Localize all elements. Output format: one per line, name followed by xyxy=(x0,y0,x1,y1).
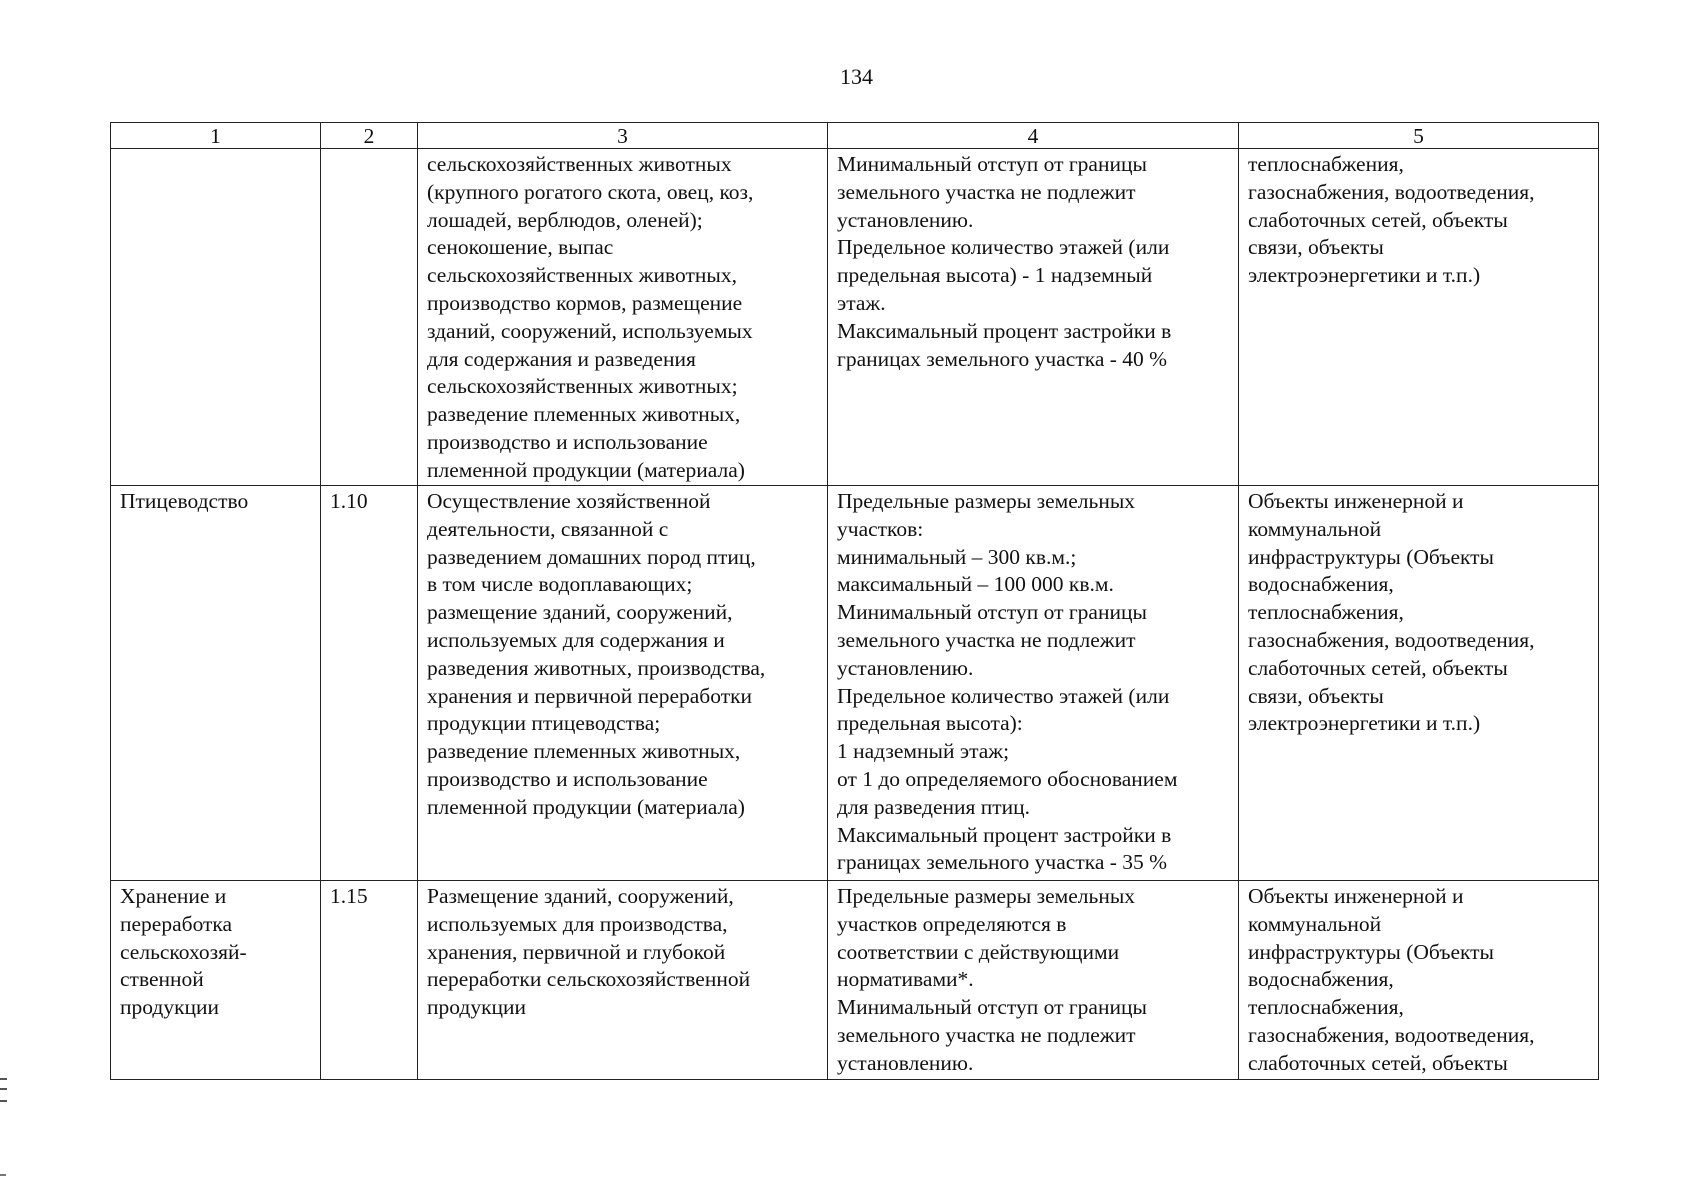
text-line: в том числе водоплавающих; xyxy=(427,572,693,597)
table-row xyxy=(111,486,1599,881)
auxiliary-uses-cell xyxy=(1239,881,1599,1080)
use-code: 1.10 xyxy=(330,489,368,513)
text-line: сельскохозяйственных животных; xyxy=(427,374,738,399)
text-line: минимальный – 300 кв.м.; xyxy=(837,544,1077,569)
text-line: хранения, первичной и глубокой xyxy=(427,939,726,964)
text-line: границах земельного участка - 40 % xyxy=(837,346,1168,371)
text-line: Объекты инженерной и xyxy=(1248,884,1464,908)
land-use-table xyxy=(110,122,1599,1080)
text-line: продукции xyxy=(120,995,220,1020)
text-line: размещение зданий, сооружений, xyxy=(427,600,733,625)
use-code-cell xyxy=(321,881,418,1080)
text-line: сенокошение, выпас xyxy=(427,235,614,260)
use-description-cell xyxy=(418,881,828,1080)
text-line: Минимальный отступ от границы xyxy=(837,152,1147,176)
text-line: водоснабжения, xyxy=(1248,572,1394,597)
text-line: хранения и первичной переработки xyxy=(427,683,753,708)
use-name-cell xyxy=(111,881,321,1080)
text-line: предельная высота) - 1 надземный xyxy=(837,263,1153,288)
header-row xyxy=(111,123,1599,149)
text-line: участков определяются в xyxy=(837,911,1067,936)
text-line: Предельные размеры земельных xyxy=(837,489,1136,513)
text-line: соответствии с действующими xyxy=(837,939,1120,964)
text-line: максимальный – 100 000 кв.м. xyxy=(837,572,1114,597)
use-code-cell xyxy=(321,486,418,881)
scan-margin-mark xyxy=(0,1174,6,1176)
column-header-3: 3 xyxy=(418,123,828,149)
text-line: продукции птицеводства; xyxy=(427,711,661,736)
text-line: лошадей, верблюдов, оленей); xyxy=(427,207,703,232)
text-line: Размещение зданий, сооружений, xyxy=(427,884,734,908)
use-name-cell xyxy=(111,149,321,486)
text-line: земельного участка не подлежит xyxy=(837,179,1136,204)
text-line: предельная высота): xyxy=(837,711,1023,736)
text-line: сельскохозяйственных животных, xyxy=(427,263,737,288)
text-line: Хранение и xyxy=(120,884,227,908)
use-code: 1.15 xyxy=(330,884,368,908)
text-line: теплоснабжения, xyxy=(1248,152,1404,176)
text-line: производство и использование xyxy=(427,429,708,454)
text-line: установлению. xyxy=(837,655,974,680)
column-header-1: 1 xyxy=(111,123,321,149)
text-line: теплоснабжения, xyxy=(1248,600,1404,625)
text-line: производство и использование xyxy=(427,766,708,791)
text-line: газоснабжения, водоотведения, xyxy=(1248,1022,1535,1047)
text-line: переработки сельскохозяйственной xyxy=(427,967,751,992)
text-line: слаботочных сетей, объекты xyxy=(1248,1050,1508,1075)
text-line: Объекты инженерной и xyxy=(1248,489,1464,513)
text-line: племенной продукции (материала) xyxy=(427,794,745,819)
text-line: используемых для содержания и xyxy=(427,627,725,652)
text-line: Предельные размеры земельных xyxy=(837,884,1136,908)
text-line: Птицеводство xyxy=(120,489,249,513)
text-line: установлению. xyxy=(837,207,974,232)
page-number: 134 xyxy=(840,64,873,89)
column-header-4: 4 xyxy=(828,123,1239,149)
text-line: водоснабжения, xyxy=(1248,967,1394,992)
use-parameters-cell xyxy=(828,149,1239,486)
text-line: используемых для производства, xyxy=(427,911,728,936)
text-line: для содержания и разведения xyxy=(427,346,696,371)
text-line: 1 надземный этаж; xyxy=(837,739,1010,764)
text-line: Минимальный отступ от границы xyxy=(837,600,1147,625)
text-line: Максимальный процент застройки в xyxy=(837,822,1172,847)
text-line: инфраструктуры (Объекты xyxy=(1248,939,1495,964)
text-line: электроэнергетики и т.п.) xyxy=(1248,711,1481,736)
text-line: разведение племенных животных, xyxy=(427,402,741,427)
text-line: Предельное количество этажей (или xyxy=(837,235,1170,260)
text-line: установлению. xyxy=(837,1050,974,1075)
text-line: нормативами*. xyxy=(837,967,974,992)
text-line: коммунальной xyxy=(1248,516,1382,541)
column-header-5: 5 xyxy=(1239,123,1599,149)
text-line: зданий, сооружений, используемых xyxy=(427,318,753,343)
text-line: теплоснабжения, xyxy=(1248,995,1404,1020)
text-line: электроэнергетики и т.п.) xyxy=(1248,263,1481,288)
text-line: газоснабжения, водоотведения, xyxy=(1248,179,1535,204)
text-line: слаботочных сетей, объекты xyxy=(1248,655,1508,680)
text-line: Минимальный отступ от границы xyxy=(837,995,1147,1020)
use-description-cell xyxy=(418,486,828,881)
text-line: для разведения птиц. xyxy=(837,794,1031,819)
auxiliary-uses-cell xyxy=(1239,149,1599,486)
text-line: сельскохозяйственных животных xyxy=(427,152,732,176)
text-line: связи, объекты xyxy=(1248,683,1384,708)
text-line: коммунальной xyxy=(1248,911,1382,936)
text-line: земельного участка не подлежит xyxy=(837,1022,1136,1047)
use-name-cell xyxy=(111,486,321,881)
use-parameters-cell xyxy=(828,486,1239,881)
table-row xyxy=(111,149,1599,486)
text-line: ственной xyxy=(120,967,204,992)
text-line: газоснабжения, водоотведения, xyxy=(1248,627,1535,652)
text-line: Максимальный процент застройки в xyxy=(837,318,1172,343)
use-parameters-cell xyxy=(828,881,1239,1080)
text-line: разведением домашних пород птиц, xyxy=(427,544,756,569)
text-line: производство кормов, размещение xyxy=(427,290,743,315)
text-line: (крупного рогатого скота, овец, коз, xyxy=(427,179,754,204)
text-line: инфраструктуры (Объекты xyxy=(1248,544,1495,569)
use-code-cell xyxy=(321,149,418,486)
text-line: продукции xyxy=(427,995,527,1020)
text-line: участков: xyxy=(837,516,924,541)
auxiliary-uses-cell xyxy=(1239,486,1599,881)
text-line: границах земельного участка - 35 % xyxy=(837,850,1168,875)
text-line: разведение племенных животных, xyxy=(427,739,741,764)
text-line: слаботочных сетей, объекты xyxy=(1248,207,1508,232)
text-line: земельного участка не подлежит xyxy=(837,627,1136,652)
text-line: от 1 до определяемого обоснованием xyxy=(837,766,1178,791)
text-line: деятельности, связанной с xyxy=(427,516,669,541)
use-description-cell xyxy=(418,149,828,486)
text-line: Предельное количество этажей (или xyxy=(837,683,1170,708)
text-line: сельскохозяй- xyxy=(120,939,247,964)
table-row xyxy=(111,881,1599,1080)
text-line: Осуществление хозяйственной xyxy=(427,489,711,513)
text-line: разведения животных, производства, xyxy=(427,655,766,680)
scan-margin-mark xyxy=(0,1078,7,1102)
column-header-2: 2 xyxy=(321,123,418,149)
text-line: переработка xyxy=(120,911,233,936)
text-line: племенной продукции (материала) xyxy=(427,457,745,482)
text-line: связи, объекты xyxy=(1248,235,1384,260)
text-line: этаж. xyxy=(837,290,886,315)
